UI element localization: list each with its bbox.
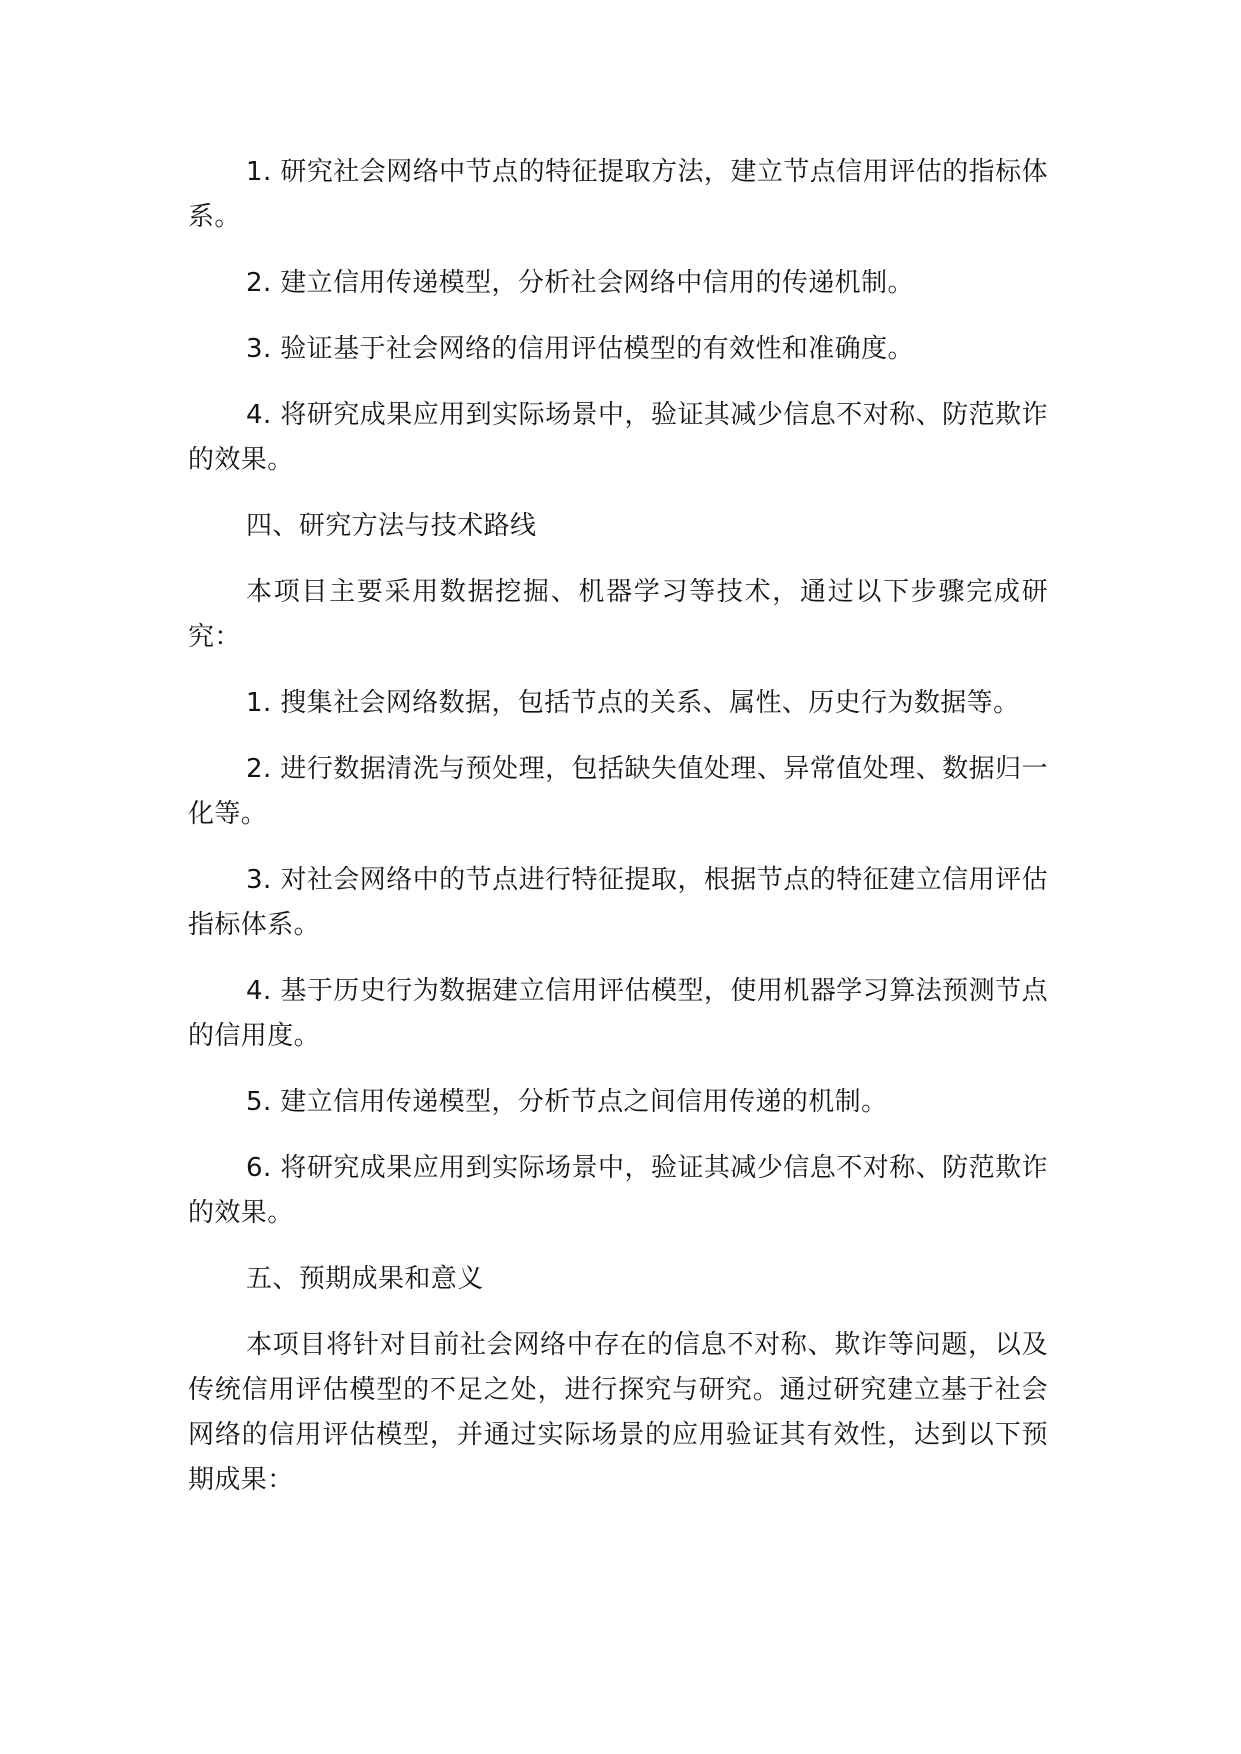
outcomes-intro: 本项目将针对目前社会网络中存在的信息不对称、欺诈等问题，以及传统信用评估模型的不足之处，进行探究与研究。通过研究建立基于社会网络的信用评估模型，并通过实际场景的应用验证其有效性，达到以下预期成果：	[188, 1330, 1048, 1495]
section-heading-outcomes: 五、预期成果和意义	[246, 1264, 484, 1294]
methods-intro: 本项目主要采用数据挖掘、机器学习等技术，通过以下步骤完成研究：	[188, 577, 1048, 652]
method-step-3: 3. 对社会网络中的节点进行特征提取，根据节点的特征建立信用评估指标体系。	[188, 865, 1048, 940]
objective-item-1: 1. 研究社会网络中节点的特征提取方法，建立节点信用评估的指标体系。	[188, 157, 1048, 232]
method-step-4: 4. 基于历史行为数据建立信用评估模型，使用机器学习算法预测节点的信用度。	[188, 976, 1048, 1051]
method-step-1: 1. 搜集社会网络数据，包括节点的关系、属性、历史行为数据等。	[246, 688, 1020, 718]
objective-item-4: 4. 将研究成果应用到实际场景中，验证其减少信息不对称、防范欺诈的效果。	[188, 400, 1048, 475]
method-step-6: 6. 将研究成果应用到实际场景中，验证其减少信息不对称、防范欺诈的效果。	[188, 1153, 1048, 1228]
method-step-2: 2. 进行数据清洗与预处理，包括缺失值处理、异常值处理、数据归一化等。	[188, 754, 1048, 829]
section-heading-methods: 四、研究方法与技术路线	[246, 511, 537, 541]
method-step-5: 5. 建立信用传递模型，分析节点之间信用传递的机制。	[246, 1087, 888, 1117]
objective-item-2: 2. 建立信用传递模型，分析社会网络中信用的传递机制。	[246, 268, 914, 298]
objective-item-3: 3. 验证基于社会网络的信用评估模型的有效性和准确度。	[246, 334, 914, 364]
document-body	[188, 150, 1048, 1524]
